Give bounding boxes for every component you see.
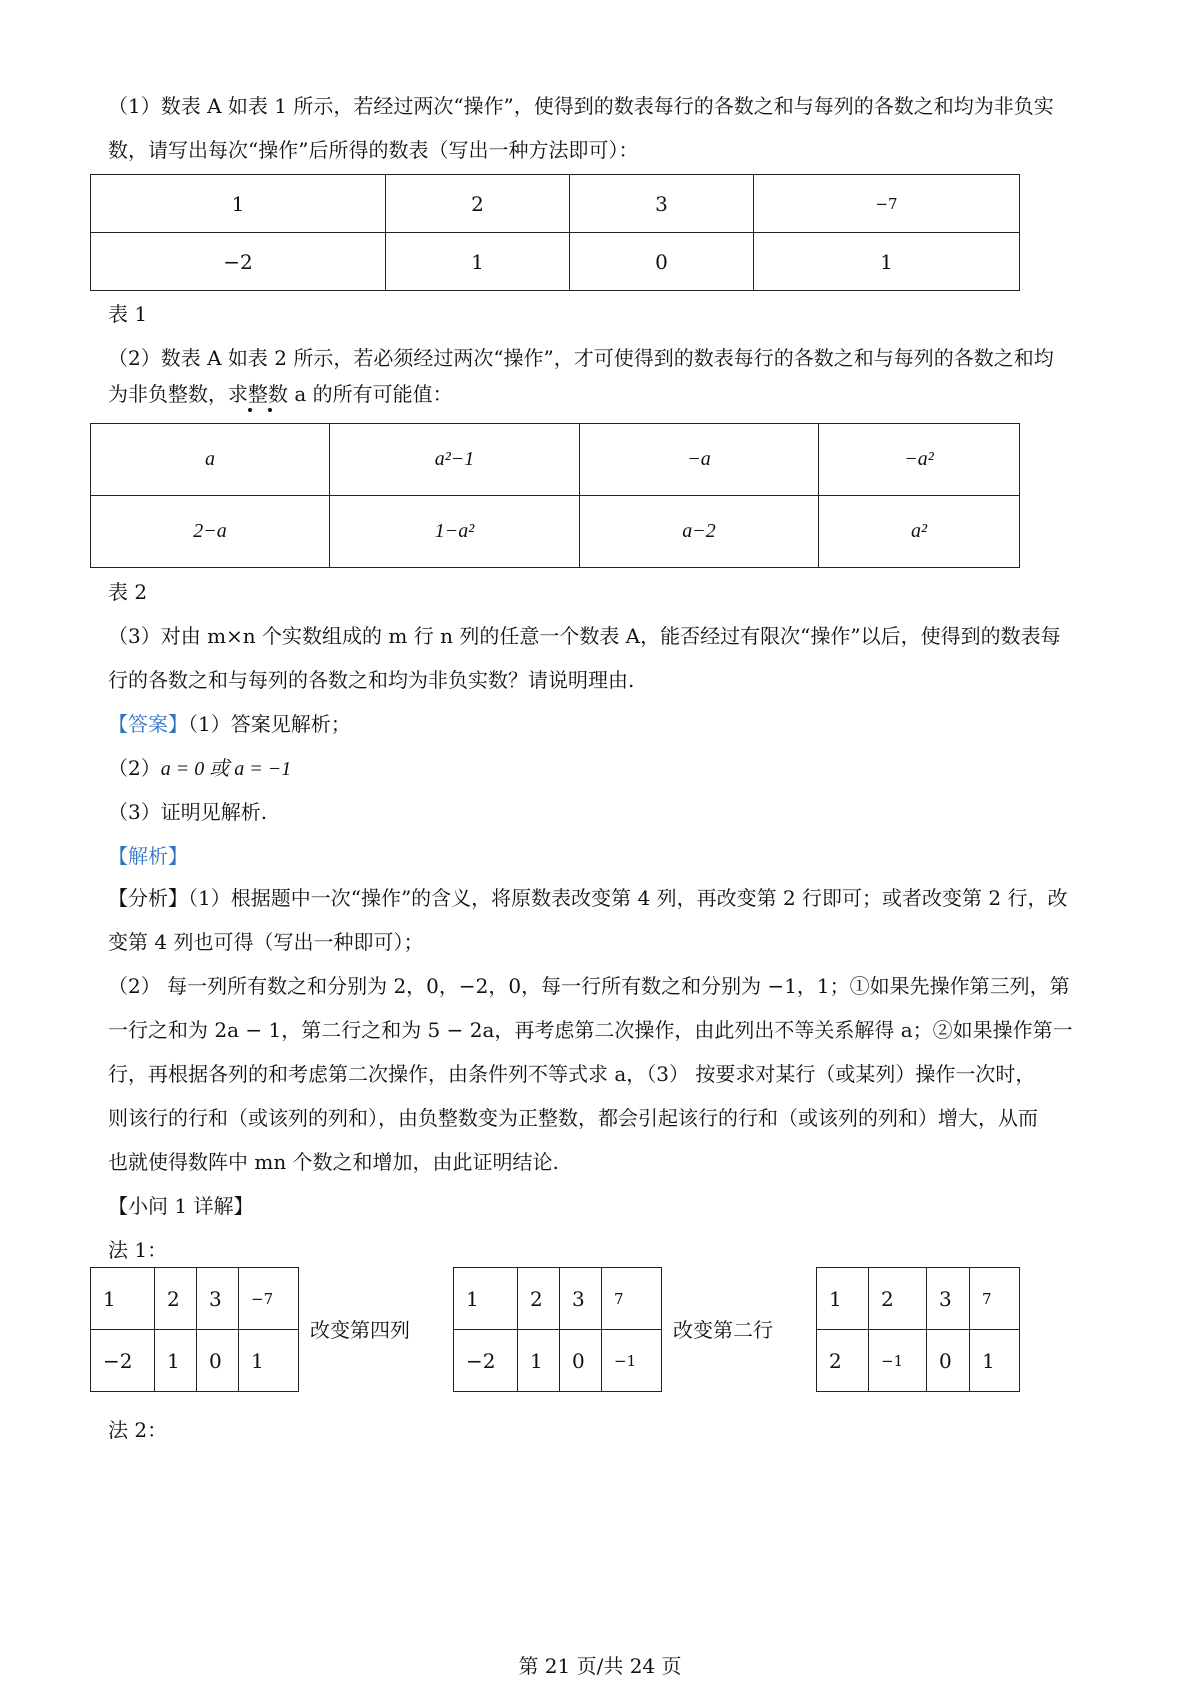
method-1-table-b-cell: 7 (602, 1268, 662, 1330)
method-1-table-a-cell: 0 (197, 1330, 239, 1392)
method-1-table-c-cell: 2 (869, 1268, 927, 1330)
method-1-table-b-cell: 2 (518, 1268, 560, 1330)
answer-tag: 【答案】 (108, 712, 188, 736)
q2-line-1: （2）数表 A 如表 2 所示，若必须经过两次“操作”，才可使得到的数表每行的各数之和与每列的各数之和均 (108, 346, 1054, 370)
emphasis-dot (268, 408, 272, 412)
method-1-table-c-cell: 0 (927, 1330, 970, 1392)
method-1-table-a-cell: 3 (197, 1268, 239, 1330)
table-2-cell: a (91, 424, 330, 496)
detail-title: 【小问 1 详解】 (108, 1194, 254, 1218)
table-1-cell: 1 (91, 175, 386, 233)
emphasis-dot (248, 408, 252, 412)
analysis-line-3: （2） 每一列所有数之和分别为 2，0，−2，0，每一行所有数之和分别为 −1，1；①如果先操作第三列，第 (108, 974, 1070, 998)
table-1-cell: 1 (386, 233, 570, 291)
analysis-line-2: 变第 4 列也可得（写出一种即可）； (108, 930, 424, 954)
table-2-cell: 1−a² (330, 496, 580, 568)
table-2-cell: a−2 (580, 496, 819, 568)
method-1-table-b-cell: 1 (518, 1330, 560, 1392)
analysis-line-6: 则该行的行和（或该列的列和），由负整数变为正整数，都会引起该行的行和（或该列的列和）增大，从而 (108, 1106, 1038, 1130)
analysis-line-1: 【分析】（1）根据题中一次“操作”的含义，将原数表改变第 4 列，再改变第 2 行即可；或者改变第 2 行，改 (108, 886, 1068, 910)
method-1-table-a-cell: 1 (239, 1330, 299, 1392)
table-1-cell: −2 (91, 233, 386, 291)
table-1-cell: 1 (754, 233, 1020, 291)
answer-1: （1）答案见解析； (188, 712, 351, 736)
q3-line-1: （3）对由 m×n 个实数组成的 m 行 n 列的任意一个数表 A，能否经过有限次“操作”以后，使得到的数表每 (108, 624, 1061, 648)
q1-line-1: （1）数表 A 如表 1 所示，若经过两次“操作”，使得到的数表每行的各数之和与每列的各数之和均为非负实 (108, 94, 1054, 118)
method-2-label: 法 2： (108, 1418, 168, 1442)
answer-line-2 (108, 754, 291, 783)
q3-line-2: 行的各数之和与每列的各数之和均为非负实数？请说明理由. (108, 668, 635, 692)
method-1-table-a-cell: 1 (155, 1330, 197, 1392)
analysis-line-4: 一行之和为 2a − 1，第二行之和为 5 − 2a，再考虑第二次操作，由此列出不等关系解得 a；②如果操作第一 (108, 1018, 1073, 1042)
method-1-table-c-cell: 1 (817, 1268, 869, 1330)
method-1-table-c-cell: 2 (817, 1330, 869, 1392)
answer-2-prefix: （2） (108, 756, 161, 780)
method-1-table-c-cell: 7 (970, 1268, 1020, 1330)
table-2-cell: −a² (819, 424, 1020, 496)
analysis-tag: 【解析】 (108, 844, 188, 868)
page-footer: 第 21 页/共 24 页 (518, 1654, 682, 1678)
table-1-caption: 表 1 (108, 302, 148, 326)
table-2-caption: 表 2 (108, 580, 148, 604)
method-1-table-b-cell: −2 (454, 1330, 518, 1392)
analysis-line-5: 行，再根据各列的和考虑第二次操作，由条件列不等式求 a，（3） 按要求对某行（或某列）操作一次时， (108, 1062, 1036, 1086)
table-2 (90, 423, 1020, 568)
table-1-cell: 2 (386, 175, 570, 233)
table-1-cell: 3 (570, 175, 754, 233)
method-1-table-b-cell: 0 (560, 1330, 602, 1392)
table-1-cell: −7 (754, 175, 1020, 233)
method-1-table-b (453, 1267, 662, 1392)
table-2-cell: a² (819, 496, 1020, 568)
method-1-table-c-cell: 3 (927, 1268, 970, 1330)
method-1-table-a-cell: −2 (91, 1330, 155, 1392)
method-1-table-c (816, 1267, 1020, 1392)
method-1-table-b-cell: −1 (602, 1330, 662, 1392)
table-1 (90, 174, 1020, 291)
method-1-table-a-cell: 2 (155, 1268, 197, 1330)
method-1-table-a-cell: −7 (239, 1268, 299, 1330)
q2-line-2: 为非负整数，求整数 a 的所有可能值： (108, 382, 453, 406)
answer-2-math: a = 0 或 a = −1 (160, 758, 292, 780)
method-1-table-a (90, 1267, 299, 1392)
q1-line-2: 数，请写出每次“操作”后所得的数表（写出一种方法即可）： (108, 138, 639, 162)
table-2-cell: a²−1 (330, 424, 580, 496)
table-2-cell: −a (580, 424, 819, 496)
method-1-label: 法 1： (108, 1238, 168, 1262)
method-1-table-c-cell: −1 (869, 1330, 927, 1392)
table-2-cell: 2−a (91, 496, 330, 568)
method-1-table-a-cell: 1 (91, 1268, 155, 1330)
method-1-table-b-cell: 1 (454, 1268, 518, 1330)
method-1-table-c-cell: 1 (970, 1330, 1020, 1392)
method-1-op-1: 改变第四列 (310, 1318, 410, 1342)
analysis-line-7: 也就使得数阵中 mn 个数之和增加，由此证明结论. (108, 1150, 559, 1174)
table-1-cell: 0 (570, 233, 754, 291)
answer-line-1 (108, 710, 351, 738)
method-1-table-b-cell: 3 (560, 1268, 602, 1330)
method-1-op-2: 改变第二行 (673, 1318, 773, 1342)
answer-line-3: （3）证明见解析. (108, 800, 268, 824)
